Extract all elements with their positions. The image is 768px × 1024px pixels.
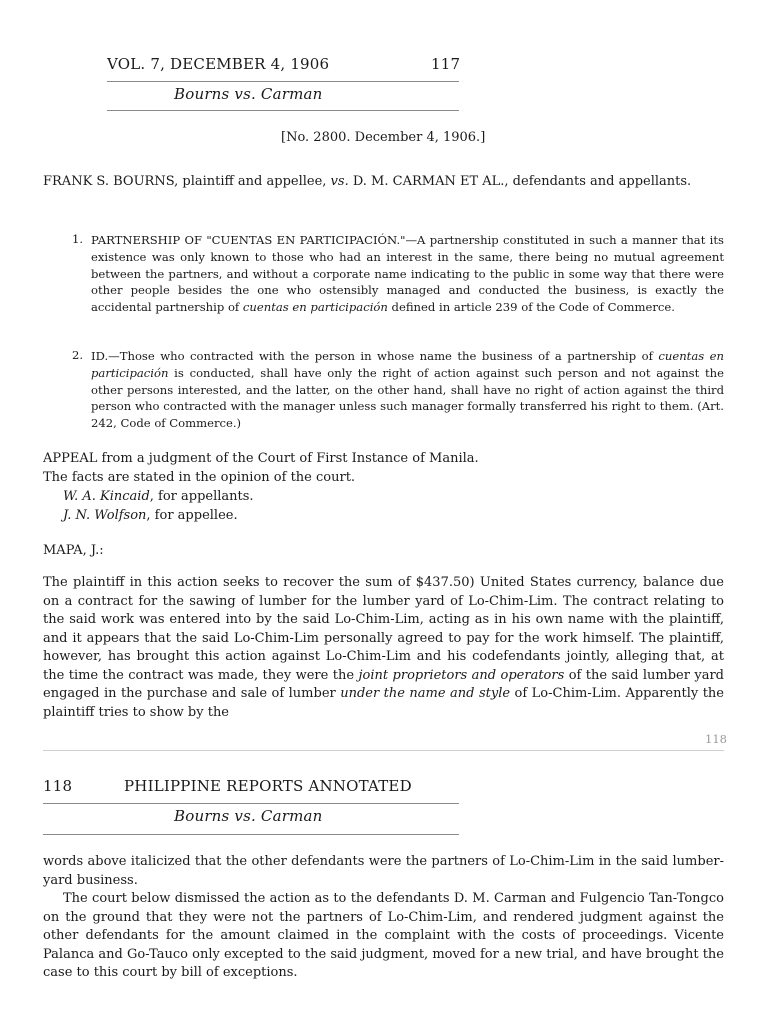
counsel-name: W. A. Kincaid bbox=[63, 489, 150, 504]
syllabus-italic: cuentas en participación bbox=[242, 300, 388, 315]
syllabus-number: 2. bbox=[72, 348, 84, 362]
opinion-paragraph: The court below dismissed the action as to the defendants D. M. Carman and Fulgencio Tan-Tongco on the ground that they were not the partners of Lo-Chim-Lim, and rendered judgment against the other defendants for the amount claimed in the complaint with the costs of proceedings. Vicente Palanca and Go-Tauco only excepted to the said judgment, moved for a new trial, and have brought the case to this court by bill of exceptions. bbox=[43, 891, 724, 980]
syllabus-text: is conducted, shall have only the right of action against such person and not against the other persons interested, and the latter, on the other hand, shall have no right of action against the third person who contracted with the manager unless such manager formally transferred his right to them. (Art. 242, Code of Commerce.) bbox=[91, 365, 724, 431]
opinion-text: of Lo-Chim-Lim. Apparently the plaintiff tries to show by the bbox=[43, 686, 724, 720]
syllabus-text: PARTNERSHIP OF "CUENTAS EN PARTICIPACIÓN."—A partnership constituted in such a manner that its existence was only known to those who had an interest in the same, there being no mutual agreement between the partners, and without a corporate name indicating to the public in some way that there were other people besides the one who ostensibly managed and conducted the business, is exactly the accidental partnership of bbox=[91, 233, 724, 315]
opinion-text: of the said lumber yard engaged in the purchase and sale of lumber bbox=[43, 667, 724, 701]
justice: MAPA, J.: bbox=[43, 543, 104, 558]
syllabus-italic: cuentas en participación bbox=[91, 349, 724, 380]
page-divider bbox=[43, 750, 724, 751]
running-head: PHILIPPINE REPORTS ANNOTATED bbox=[124, 777, 412, 795]
header-rule bbox=[43, 803, 459, 804]
syllabus-text: ID.—Those who contracted with the person in whose name the business of a partnership of bbox=[91, 349, 659, 363]
counsel-role: , for appellants. bbox=[149, 489, 254, 504]
opinion-italic: joint proprietors and operators bbox=[358, 667, 565, 683]
syllabus-item bbox=[91, 348, 724, 432]
page-number: 118 bbox=[43, 777, 73, 795]
short-title: Bourns vs. Carman bbox=[174, 807, 323, 825]
header-rule bbox=[107, 110, 459, 111]
opinion-italic: under the name and style bbox=[340, 686, 511, 701]
defendant-role: , defendants and appellants. bbox=[504, 174, 692, 189]
next-page-number: 118 bbox=[705, 732, 727, 746]
counsel-name: J. N. Wolfson bbox=[63, 508, 147, 523]
opinion-paragraph bbox=[43, 574, 724, 722]
syllabus-text: defined in article 239 of the Code of Commerce. bbox=[387, 300, 675, 315]
counsel-role: , for appellee. bbox=[146, 508, 238, 523]
versus: vs. bbox=[330, 174, 349, 189]
plaintiff-name: FRANK S. BOURNS bbox=[43, 174, 175, 189]
page-number: 117 bbox=[431, 55, 461, 73]
header-rule bbox=[43, 834, 459, 835]
case-number: [No. 2800. December 4, 1906.] bbox=[281, 130, 486, 145]
appeal-line: APPEAL from a judgment of the Court of First Instance of Manila. bbox=[43, 451, 479, 466]
running-head: VOL. 7, DECEMBER 4, 1906 bbox=[107, 55, 330, 73]
opinion-text: The plaintiff in this action seeks to recover the sum of $437.50) United States currency, balance due on a contract for the sawing of lumber for the lumber yard of Lo-Chim-Lim. The contract relating to the said work was entered into by the said Lo-Chim-Lim, acting as in his own name with the plaintiff, and it appears that the said Lo-Chim-Lim personally agreed to pay for the work himself. The plaintiff, however, has brought this action against Lo-Chim-Lim and his codefendants jointly, alleging that, at the time the contract was made, they were the bbox=[43, 575, 724, 683]
parties bbox=[43, 173, 724, 192]
syllabus-item bbox=[91, 232, 724, 316]
counsel-line bbox=[63, 489, 254, 504]
facts-line: The facts are stated in the opinion of the court. bbox=[43, 470, 356, 485]
counsel-line bbox=[63, 508, 238, 523]
defendant-name: D. M. CARMAN ET AL. bbox=[348, 174, 505, 189]
short-title: Bourns vs. Carman bbox=[174, 85, 323, 103]
header-rule bbox=[107, 81, 459, 82]
plaintiff-role: , plaintiff and appellee, bbox=[174, 174, 331, 189]
opinion-paragraph: words above italicized that the other defendants were the partners of Lo-Chim-Lim in the said lumber-yard business. bbox=[43, 854, 724, 888]
syllabus-number: 1. bbox=[72, 232, 84, 246]
